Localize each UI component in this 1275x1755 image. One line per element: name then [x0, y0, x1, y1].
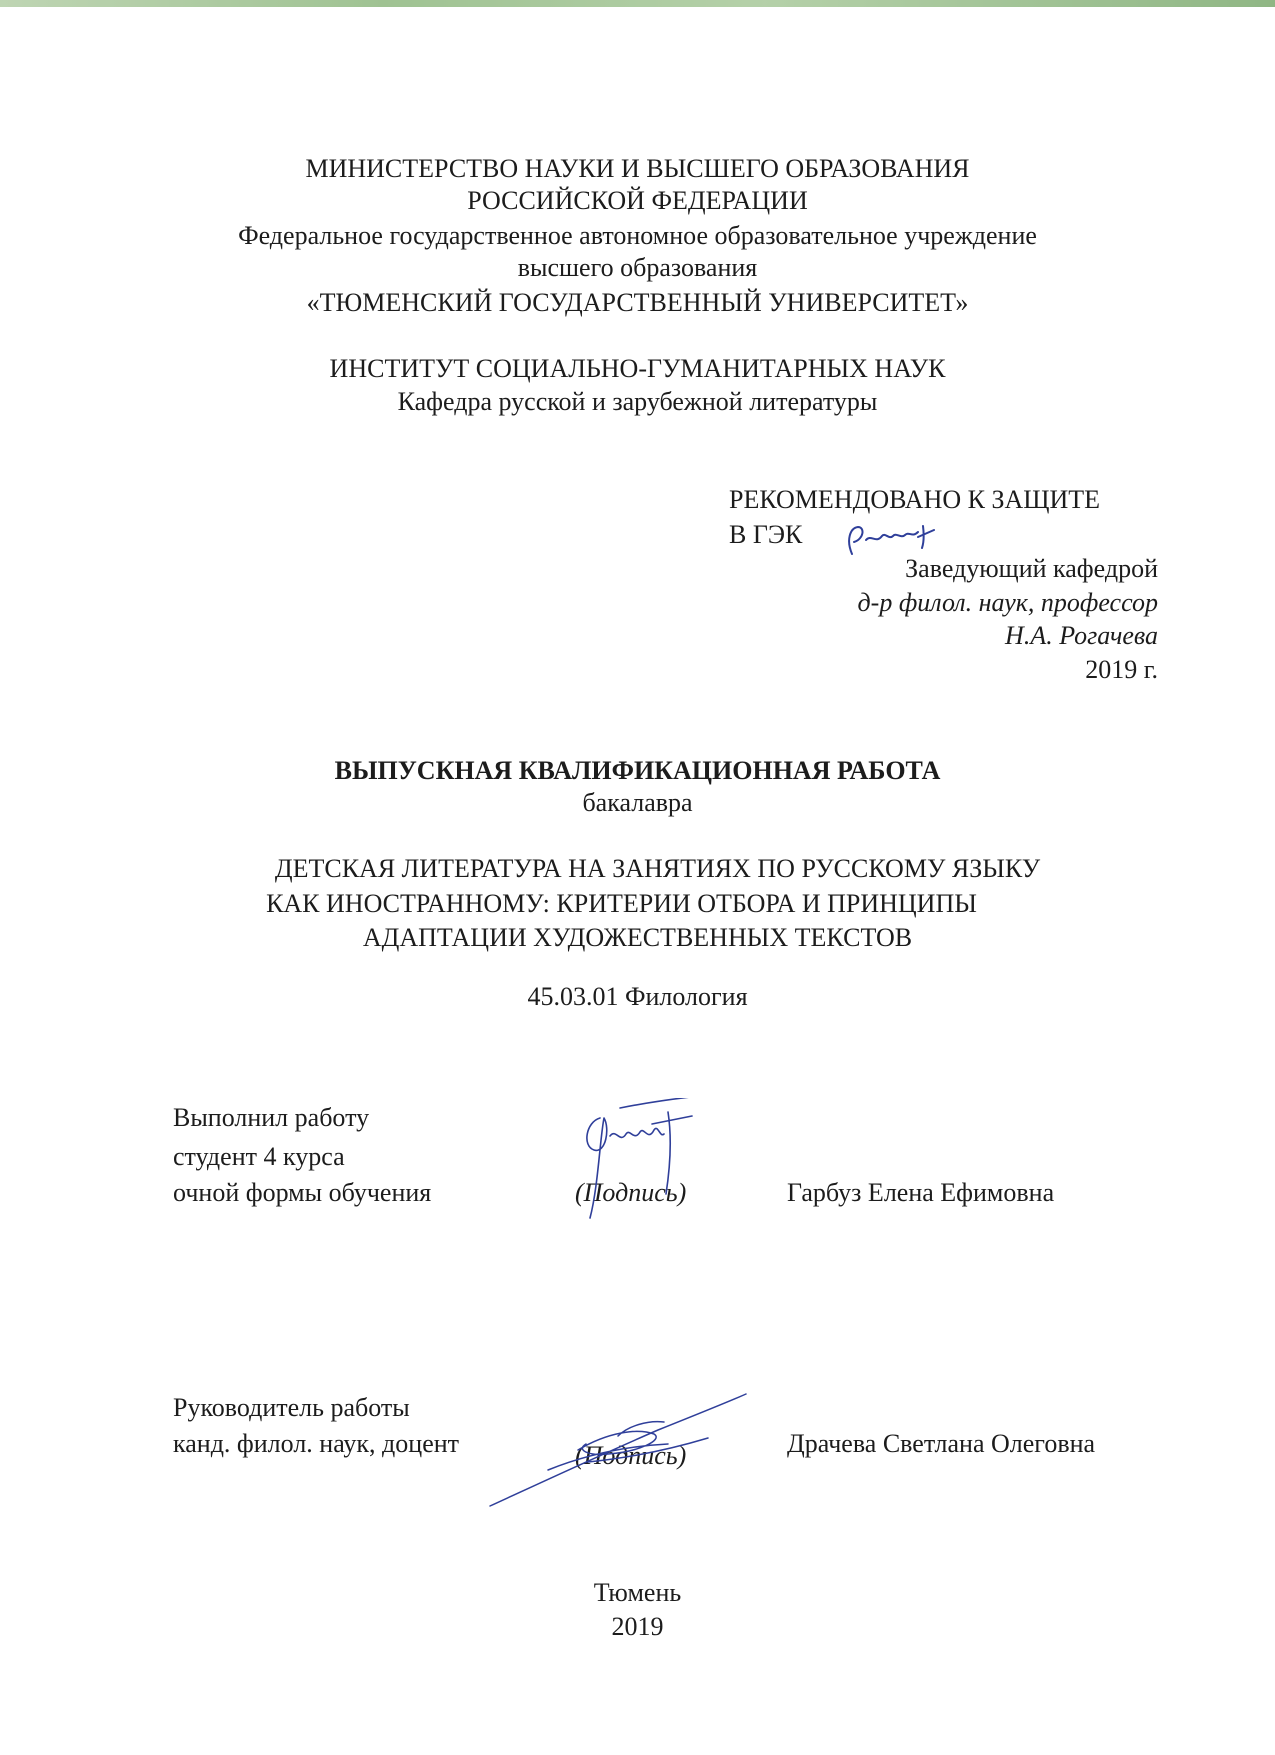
ministry-line-1: МИНИСТЕРСТВО НАУКИ И ВЫСШЕГО ОБРАЗОВАНИЯ — [305, 154, 970, 183]
approval-line-1: РЕКОМЕНДОВАНО К ЗАЩИТЕ — [729, 485, 1101, 514]
work-level: бакалавра — [582, 788, 693, 817]
approval-position: Заведующий кафедрой — [905, 554, 1158, 583]
author-signature-label: (Подпись) — [575, 1178, 687, 1207]
department-name: Кафедра русской и зарубежной литературы — [397, 387, 878, 416]
institution-line-2: высшего образования — [517, 253, 758, 282]
institute-name: ИНСТИТУТ СОЦИАЛЬНО-ГУМАНИТАРНЫХ НАУК — [329, 354, 946, 383]
university-name: «ТЮМЕНСКИЙ ГОСУДАРСТВЕННЫЙ УНИВЕРСИТЕТ» — [306, 288, 969, 317]
institution-line-1: Федеральное государственное автономное образовательное учреждение — [238, 221, 1037, 250]
work-title-line-3: АДАПТАЦИИ ХУДОЖЕСТВЕННЫХ ТЕКСТОВ — [362, 923, 913, 952]
supervisor-name: Драчева Светлана Олеговна — [787, 1429, 1096, 1458]
footer-city: Тюмень — [593, 1578, 682, 1607]
author-name: Гарбуз Елена Ефимовна — [787, 1178, 1055, 1207]
specialty: 45.03.01 Филология — [527, 982, 748, 1011]
work-title-line-2: КАК ИНОСТРАННОМУ: КРИТЕРИИ ОТБОРА И ПРИНЦИПЫ — [266, 889, 977, 918]
supervisor-line-1: Руководитель работы — [173, 1393, 410, 1422]
supervisor-signature — [478, 1388, 768, 1518]
approval-year: 2019 г. — [1085, 655, 1158, 684]
supervisor-line-2: канд. филол. наук, доцент — [173, 1429, 460, 1458]
approval-line-2: В ГЭК — [729, 520, 803, 549]
approval-degree: д-р филол. наук, профессор — [857, 588, 1158, 617]
work-type: ВЫПУСКНАЯ КВАЛИФИКАЦИОННАЯ РАБОТА — [334, 756, 941, 785]
ministry-line-2: РОССИЙСКОЙ ФЕДЕРАЦИИ — [467, 186, 808, 215]
scan-edge-strip — [0, 0, 1275, 7]
footer-year: 2019 — [611, 1612, 664, 1641]
supervisor-signature-label: (Подпись) — [575, 1441, 687, 1470]
work-title-line-1: ДЕТСКАЯ ЛИТЕРАТУРА НА ЗАНЯТИЯХ ПО РУССКОМУ ЯЗЫКУ — [274, 854, 1041, 883]
approval-name: Н.А. Рогачева — [1005, 621, 1158, 650]
author-signature — [560, 1098, 750, 1238]
author-line-2: студент 4 курса — [173, 1142, 345, 1171]
author-line-3: очной формы обучения — [173, 1178, 432, 1207]
author-line-1: Выполнил работу — [173, 1103, 370, 1132]
